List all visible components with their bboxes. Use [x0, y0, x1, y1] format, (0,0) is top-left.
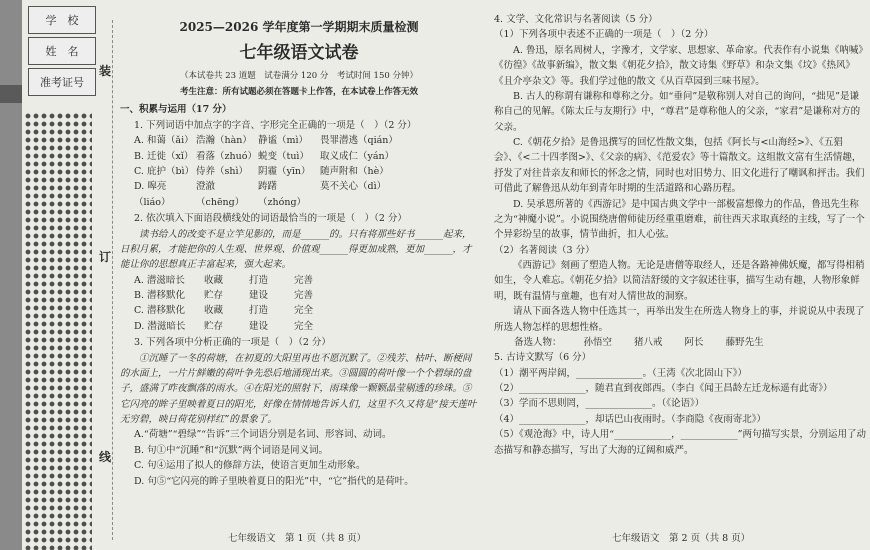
candidate-info — [28, 6, 96, 99]
exam-number-box: 准考证号 — [28, 68, 96, 96]
q3-option-d: D. 句⑤“它闪亮的眸子里映着夏日的阳光”中，“它”指代的是荷叶。 — [134, 475, 414, 487]
page-one-footer: 七年级语文 第 1 页（共 8 页） — [228, 533, 367, 544]
school-box: 学 校 — [28, 6, 96, 34]
character-option: 孙悟空 — [583, 336, 613, 348]
binding-mark-ding: 订 — [99, 250, 112, 264]
binding-pattern — [24, 112, 92, 550]
exam-subtitle: 七年级语文试卷 — [239, 43, 359, 64]
q4-option-a: A. 鲁迅，原名周树人，字豫才，文学家、思想家、革命家。代表作有小说集《呐喊》《彷徨》《故事新编》，散文集《朝花夕拾》，散文诗集《野草》和杂文集《坟》《热风》《且介亭杂文》等。我们学过他的散文《从百草园到三味书屋》。 — [494, 44, 864, 87]
exam-meta: （本试卷共 23 道题 试卷满分 120 分 考试时间 150 分钟） — [180, 70, 418, 81]
name-box: 姓 名 — [28, 37, 96, 65]
q5-line-1: （1）潮平两岸阔，______________。（王湾《次北固山下》） — [494, 367, 748, 379]
q3-option-a: A.“荷塘”“碧绿”“告诉”三个词语分别是名词、形容词、动词。 — [134, 429, 392, 441]
q1-option-a: A. 和蔼（ǎi） 浩瀚（hàn） 静谧（mì） 畏罪潜逃（qián） — [134, 135, 398, 147]
character-option: 阿长 — [684, 336, 704, 348]
page-two — [494, 12, 866, 542]
exam-title: 2025—2026 学年度第一学期期末质量检测 — [179, 20, 419, 34]
left-margin-bar — [0, 0, 22, 550]
q2-option-c: C. 潜移默化 收藏 打造 完全 — [134, 305, 314, 317]
q5-line-5: （5）《观沧海》中，诗人用“____________，____________”两句描写实景，分别运用了动态描写和静态描写，写出了大海的辽阔和威严。 — [494, 429, 867, 456]
q4-option-b: B. 古人的称谓有谦称和尊称之分。如“垂问”是敬称别人对自己的询问，“拙见”是谦称自己的见解。《陈太丘与友期行》中，“尊君”是尊称他人的父亲，“家君”是谦称对方的父亲。 — [494, 90, 861, 133]
binding-line — [112, 20, 113, 540]
q3-option-b: B. 句①中“沉睡”和“沉默”两个词语是同义词。 — [134, 444, 328, 456]
q1-option-d: D. 嗥亮（liáo） 澄澈（chēng） 踌躇（zhóng） 莫不关心（dì） — [134, 181, 387, 208]
q4-option-d: D. 吴承恩所著的《西游记》是中国古典文学中一部极富想像力的作品，鲁迅先生称之为“神魔小说”。小说围绕唐僧师徒历经重重磨难，前往西天求取真经的主线，写了一个个异彩纷呈的故事，情节曲折，扣人心弦。 — [494, 198, 865, 241]
q5-line-3: （3）学而不思则罔，______________。（《论语》） — [494, 398, 705, 410]
question-4-1-stem: （1）下列各项中表述不正确的一项是（ ）（2 分） — [494, 29, 714, 41]
q5-line-4: （4）______________，却话巴山夜雨时。（李商隐《夜雨寄北》） — [494, 413, 767, 425]
q1-option-b: B. 迁徙（xǐ） 看落（zhuó） 蜕变（tuì） 取义成仁（yán） — [134, 150, 395, 162]
binding-mark-zhuang: 装 — [99, 64, 112, 78]
q4-reading-prompt: 请从下面各选人物中任选其一，再举出发生在所选人物身上的事，并说说从中表现了所选人物怎样的思想性格。 — [494, 306, 865, 333]
question-3-stem: 3. 下列各项中分析正确的一项是（ ）（2 分） — [134, 337, 331, 349]
question-1-stem: 1. 下列词语中加点字的字音、字形完全正确的一项是（ ）（2 分） — [134, 119, 417, 131]
character-option: 藤野先生 — [725, 336, 764, 348]
q2-option-b: B. 潜移默化 贮存 建设 完善 — [134, 290, 314, 301]
question-2-passage: 读书给人的改变不是立竿见影的，而是______的。只有将那些好书______起来，日积月累，才能把你的人生观、世界观、价值观______得更加成熟，更加______，才能让你的思想真正丰富起来，强大起来。 — [120, 228, 472, 271]
part-one-heading: 一、积累与运用（17 分） — [120, 103, 232, 115]
q4-reading-passage: 《西游记》刻画了塑造人物。无论是唐僧等取经人，还是各路神佛妖魔，都写得相稍如生，令人难忘。《朝花夕拾》以简洁舒缓的文字叙述往事，描写生动有趣，人物形象鲜明，既有温情与童趣，也有对人情世故的洞察。 — [494, 260, 865, 302]
q1-option-c: C. 庇护（bì） 侍养（shì） 阴霾（yīn） 随声附和（hè） — [134, 166, 389, 177]
binding-mark-xian: 线 — [99, 450, 112, 464]
q3-option-c: C. 句④运用了拟人的修辞方法，使语言更加生动形象。 — [134, 460, 366, 472]
character-option: 猪八戒 — [634, 336, 663, 348]
page-two-footer: 七年级语文 第 2 页（共 8 页） — [612, 533, 751, 544]
q2-option-a: A. 潜滋暗长 收藏 打造 完善 — [134, 274, 314, 286]
question-4-2-stem: （2）名著阅读（3 分） — [494, 244, 595, 256]
characters-prefix: 备选人物： — [514, 336, 562, 348]
q2-option-d: D. 潜滋暗长 贮存 建设 完全 — [134, 320, 314, 332]
question-3-passage: ①沉睡了一冬的荷塘，在初夏的大阳里再也不愿沉默了。②残芳、枯叶、断梗间的水面上，一片片鲜嫩的荷叶争先恐后地涌现出来。③圆圆的荷叶像一个个碧绿的盘子，盛满了昨夜飘落的雨水。④在阳光的照射下，雨珠像一颗颗晶莹剔透的珍珠。⑤它闪亮的眸子里映着夏日的阳光，好像在情情地告诉人们，这里不久又将是“接天莲叶无穷碧，映日荷花别样红”的景象了。 — [120, 352, 477, 425]
question-2-stem: 2. 依次填入下面语段横线处的词语最恰当的一项是（ ）（2 分） — [134, 213, 407, 225]
page-one — [120, 12, 478, 542]
candidate-characters — [514, 335, 866, 350]
question-5-stem: 5. 古诗文默写（6 分） — [494, 352, 592, 364]
question-4-stem: 4. 文学、文化常识与名著阅读（5 分） — [494, 14, 658, 25]
exam-notice: 考生注意：所有试题必须在答题卡上作答，在本试卷上作答无效 — [179, 86, 418, 97]
q4-option-c: C.《朝花夕拾》是鲁迅撰写的回忆性散文集，包括《阿长与<山海经>》、《五猖会》、《<二十四孝图>》、《父亲的病》、《范爱农》等十篇散文。这组散文富有生活情趣，抒发了对往昔亲友和师长的怀念之情，同时也对旧势力、旧文化进行了嘲讽和抨击。我们可借此了解鲁迅从幼年到青年时期的生活道路和心路历程。 — [494, 137, 865, 195]
q5-line-2: （2）______________，随君直到夜郎西。（李白《闻王昌龄左迁龙标遥有此寄》） — [494, 383, 833, 394]
